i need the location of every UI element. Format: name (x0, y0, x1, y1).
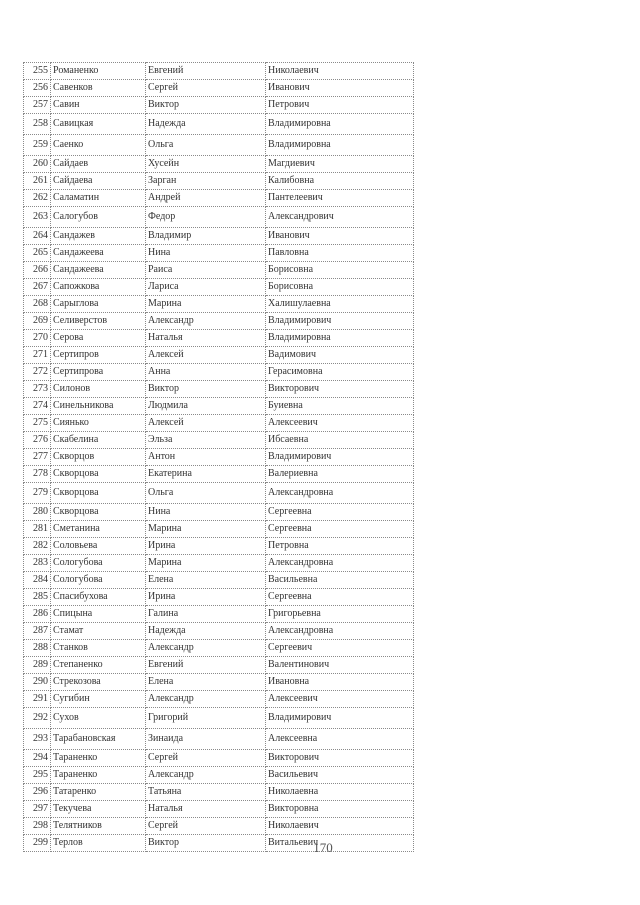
table-row (24, 228, 414, 245)
surname-cell: Селиверстов (51, 313, 146, 330)
patronymic-cell: Александрович (266, 207, 414, 228)
surname-cell: Сиянько (51, 415, 146, 432)
row-number: 280 (24, 504, 51, 521)
first-name-cell: Надежда (146, 114, 266, 135)
surname-cell: Сметанина (51, 521, 146, 538)
patronymic-cell: Николаевич (266, 63, 414, 80)
table-row (24, 801, 414, 818)
first-name-cell: Ирина (146, 589, 266, 606)
row-number: 268 (24, 296, 51, 313)
first-name-cell: Ольга (146, 483, 266, 504)
row-number: 256 (24, 80, 51, 97)
table-row (24, 767, 414, 784)
surname-cell: Скворцова (51, 483, 146, 504)
patronymic-cell: Владимирович (266, 708, 414, 729)
row-number: 262 (24, 190, 51, 207)
row-number: 282 (24, 538, 51, 555)
row-number: 283 (24, 555, 51, 572)
surname-cell: Романенко (51, 63, 146, 80)
first-name-cell: Виктор (146, 97, 266, 114)
row-number: 292 (24, 708, 51, 729)
patronymic-cell: Сергеевна (266, 521, 414, 538)
surname-cell: Тараненко (51, 767, 146, 784)
patronymic-cell: Павловна (266, 245, 414, 262)
patronymic-cell: Петрович (266, 97, 414, 114)
table-row (24, 784, 414, 801)
table-row (24, 207, 414, 228)
surname-cell: Телятников (51, 818, 146, 835)
first-name-cell: Зинаида (146, 729, 266, 750)
surname-cell: Синельникова (51, 398, 146, 415)
patronymic-cell: Иванович (266, 228, 414, 245)
patronymic-cell: Николаевич (266, 818, 414, 835)
first-name-cell: Григорий (146, 708, 266, 729)
patronymic-cell: Валентинович (266, 657, 414, 674)
row-number: 274 (24, 398, 51, 415)
first-name-cell: Надежда (146, 623, 266, 640)
table-row (24, 173, 414, 190)
surname-cell: Скворцова (51, 504, 146, 521)
patronymic-cell: Калибовна (266, 173, 414, 190)
patronymic-cell: Магдиевич (266, 156, 414, 173)
table-row (24, 63, 414, 80)
first-name-cell: Сергей (146, 750, 266, 767)
patronymic-cell: Халишулаевна (266, 296, 414, 313)
page-number: 170 (313, 840, 333, 855)
table-row (24, 364, 414, 381)
table-row (24, 97, 414, 114)
first-name-cell: Марина (146, 296, 266, 313)
surname-cell: Сугибин (51, 691, 146, 708)
patronymic-cell: Ибсаевна (266, 432, 414, 449)
surname-cell: Скворцов (51, 449, 146, 466)
first-name-cell: Виктор (146, 835, 266, 852)
surname-cell: Савенков (51, 80, 146, 97)
first-name-cell: Галина (146, 606, 266, 623)
first-name-cell: Сергей (146, 80, 266, 97)
patronymic-cell: Ивановна (266, 674, 414, 691)
row-number: 278 (24, 466, 51, 483)
first-name-cell: Хусейн (146, 156, 266, 173)
row-number: 289 (24, 657, 51, 674)
table-row (24, 156, 414, 173)
table-row (24, 538, 414, 555)
row-number: 277 (24, 449, 51, 466)
surname-cell: Сайдаева (51, 173, 146, 190)
first-name-cell: Лариса (146, 279, 266, 296)
patronymic-cell: Вадимович (266, 347, 414, 364)
surname-cell: Сертипрова (51, 364, 146, 381)
first-name-cell: Нина (146, 504, 266, 521)
first-name-cell: Алексей (146, 415, 266, 432)
patronymic-cell: Владимировна (266, 135, 414, 156)
patronymic-cell: Герасимовна (266, 364, 414, 381)
surname-cell: Сарыглова (51, 296, 146, 313)
row-number: 296 (24, 784, 51, 801)
patronymic-cell: Витальевич (266, 835, 414, 852)
first-name-cell: Андрей (146, 190, 266, 207)
table-row (24, 135, 414, 156)
surname-cell: Сандажеева (51, 245, 146, 262)
surname-cell: Саламатин (51, 190, 146, 207)
patronymic-cell: Иванович (266, 80, 414, 97)
row-number: 258 (24, 114, 51, 135)
surname-cell: Силонов (51, 381, 146, 398)
surname-cell: Скворцова (51, 466, 146, 483)
table-row (24, 398, 414, 415)
table-row (24, 330, 414, 347)
surname-cell: Сологубова (51, 572, 146, 589)
first-name-cell: Александр (146, 313, 266, 330)
table-row (24, 750, 414, 767)
surname-cell: Сайдаев (51, 156, 146, 173)
row-number: 288 (24, 640, 51, 657)
surname-cell: Тараненко (51, 750, 146, 767)
first-name-cell: Нина (146, 245, 266, 262)
patronymic-cell: Алексеевич (266, 415, 414, 432)
surname-cell: Тарабановская (51, 729, 146, 750)
row-number: 260 (24, 156, 51, 173)
table-row (24, 521, 414, 538)
first-name-cell: Ольга (146, 135, 266, 156)
row-number: 272 (24, 364, 51, 381)
first-name-cell: Екатерина (146, 466, 266, 483)
table-row (24, 606, 414, 623)
table-row (24, 572, 414, 589)
first-name-cell: Антон (146, 449, 266, 466)
patronymic-cell: Валериевна (266, 466, 414, 483)
row-number: 286 (24, 606, 51, 623)
table-row (24, 432, 414, 449)
first-name-cell: Александр (146, 691, 266, 708)
table-row (24, 555, 414, 572)
row-number: 261 (24, 173, 51, 190)
first-name-cell: Елена (146, 674, 266, 691)
row-number: 266 (24, 262, 51, 279)
table-row (24, 114, 414, 135)
row-number: 287 (24, 623, 51, 640)
table-row (24, 296, 414, 313)
patronymic-cell: Васильевич (266, 767, 414, 784)
surname-cell: Сертипров (51, 347, 146, 364)
patronymic-cell: Александровна (266, 623, 414, 640)
row-number: 295 (24, 767, 51, 784)
surname-cell: Скабелина (51, 432, 146, 449)
first-name-cell: Людмила (146, 398, 266, 415)
row-number: 298 (24, 818, 51, 835)
surname-cell: Саенко (51, 135, 146, 156)
patronymic-cell: Григорьевна (266, 606, 414, 623)
first-name-cell: Марина (146, 521, 266, 538)
row-number: 284 (24, 572, 51, 589)
first-name-cell: Раиса (146, 262, 266, 279)
row-number: 267 (24, 279, 51, 296)
first-name-cell: Евгений (146, 657, 266, 674)
table-row (24, 504, 414, 521)
patronymic-cell: Сергеевна (266, 504, 414, 521)
surname-cell: Степаненко (51, 657, 146, 674)
table-row (24, 313, 414, 330)
row-number: 273 (24, 381, 51, 398)
first-name-cell: Алексей (146, 347, 266, 364)
table-row (24, 708, 414, 729)
table-row (24, 381, 414, 398)
row-number: 275 (24, 415, 51, 432)
first-name-cell: Елена (146, 572, 266, 589)
row-number: 257 (24, 97, 51, 114)
patronymic-cell: Владимирович (266, 449, 414, 466)
row-number: 255 (24, 63, 51, 80)
patronymic-cell: Владимировна (266, 114, 414, 135)
patronymic-cell: Николаевна (266, 784, 414, 801)
table-row (24, 657, 414, 674)
patronymic-cell: Пантелеевич (266, 190, 414, 207)
patronymic-cell: Алексеевна (266, 729, 414, 750)
table-row (24, 818, 414, 835)
first-name-cell: Зарган (146, 173, 266, 190)
patronymic-cell: Владимировна (266, 330, 414, 347)
surname-cell: Спицына (51, 606, 146, 623)
row-number: 285 (24, 589, 51, 606)
row-number: 276 (24, 432, 51, 449)
surname-cell: Савицкая (51, 114, 146, 135)
row-number: 271 (24, 347, 51, 364)
first-name-cell: Александр (146, 767, 266, 784)
patronymic-cell: Александровна (266, 555, 414, 572)
patronymic-cell: Викторовна (266, 801, 414, 818)
surname-cell: Сологубова (51, 555, 146, 572)
table-row (24, 729, 414, 750)
row-number: 259 (24, 135, 51, 156)
first-name-cell: Эльза (146, 432, 266, 449)
table-row (24, 347, 414, 364)
surname-cell: Савин (51, 97, 146, 114)
first-name-cell: Наталья (146, 801, 266, 818)
table-row (24, 640, 414, 657)
surname-cell: Серова (51, 330, 146, 347)
table-row (24, 415, 414, 432)
surname-cell: Салогубов (51, 207, 146, 228)
row-number: 270 (24, 330, 51, 347)
names-table (23, 62, 414, 852)
surname-cell: Сандажев (51, 228, 146, 245)
table-row (24, 190, 414, 207)
table-row (24, 466, 414, 483)
row-number: 263 (24, 207, 51, 228)
first-name-cell: Анна (146, 364, 266, 381)
row-number: 294 (24, 750, 51, 767)
row-number: 291 (24, 691, 51, 708)
row-number: 290 (24, 674, 51, 691)
patronymic-cell: Буиевна (266, 398, 414, 415)
surname-cell: Сапожкова (51, 279, 146, 296)
table-row (24, 279, 414, 296)
patronymic-cell: Петровна (266, 538, 414, 555)
surname-cell: Текучева (51, 801, 146, 818)
surname-cell: Татаренко (51, 784, 146, 801)
patronymic-cell: Васильевна (266, 572, 414, 589)
row-number: 279 (24, 483, 51, 504)
patronymic-cell: Викторович (266, 381, 414, 398)
first-name-cell: Виктор (146, 381, 266, 398)
row-number: 293 (24, 729, 51, 750)
surname-cell: Стрекозова (51, 674, 146, 691)
table-row (24, 623, 414, 640)
table-row (24, 245, 414, 262)
surname-cell: Станков (51, 640, 146, 657)
patronymic-cell: Сергеевна (266, 589, 414, 606)
row-number: 264 (24, 228, 51, 245)
row-number: 297 (24, 801, 51, 818)
table-row (24, 262, 414, 279)
table-row (24, 691, 414, 708)
first-name-cell: Наталья (146, 330, 266, 347)
surname-cell: Сандажеева (51, 262, 146, 279)
first-name-cell: Сергей (146, 818, 266, 835)
patronymic-cell: Александровна (266, 483, 414, 504)
first-name-cell: Евгений (146, 63, 266, 80)
patronymic-cell: Борисовна (266, 279, 414, 296)
surname-cell: Терлов (51, 835, 146, 852)
table-row (24, 483, 414, 504)
table-row (24, 674, 414, 691)
names-table-body (24, 63, 414, 852)
row-number: 269 (24, 313, 51, 330)
first-name-cell: Ирина (146, 538, 266, 555)
surname-cell: Спасибухова (51, 589, 146, 606)
row-number: 281 (24, 521, 51, 538)
table-row (24, 835, 414, 852)
first-name-cell: Марина (146, 555, 266, 572)
patronymic-cell: Владимирович (266, 313, 414, 330)
surname-cell: Стамат (51, 623, 146, 640)
patronymic-cell: Сергеевич (266, 640, 414, 657)
row-number: 265 (24, 245, 51, 262)
table-row (24, 449, 414, 466)
surname-cell: Сухов (51, 708, 146, 729)
first-name-cell: Александр (146, 640, 266, 657)
table-row (24, 589, 414, 606)
row-number: 299 (24, 835, 51, 852)
surname-cell: Соловьева (51, 538, 146, 555)
patronymic-cell: Викторович (266, 750, 414, 767)
patronymic-cell: Борисовна (266, 262, 414, 279)
first-name-cell: Татьяна (146, 784, 266, 801)
first-name-cell: Федор (146, 207, 266, 228)
table-row (24, 80, 414, 97)
patronymic-cell: Алексеевич (266, 691, 414, 708)
first-name-cell: Владимир (146, 228, 266, 245)
